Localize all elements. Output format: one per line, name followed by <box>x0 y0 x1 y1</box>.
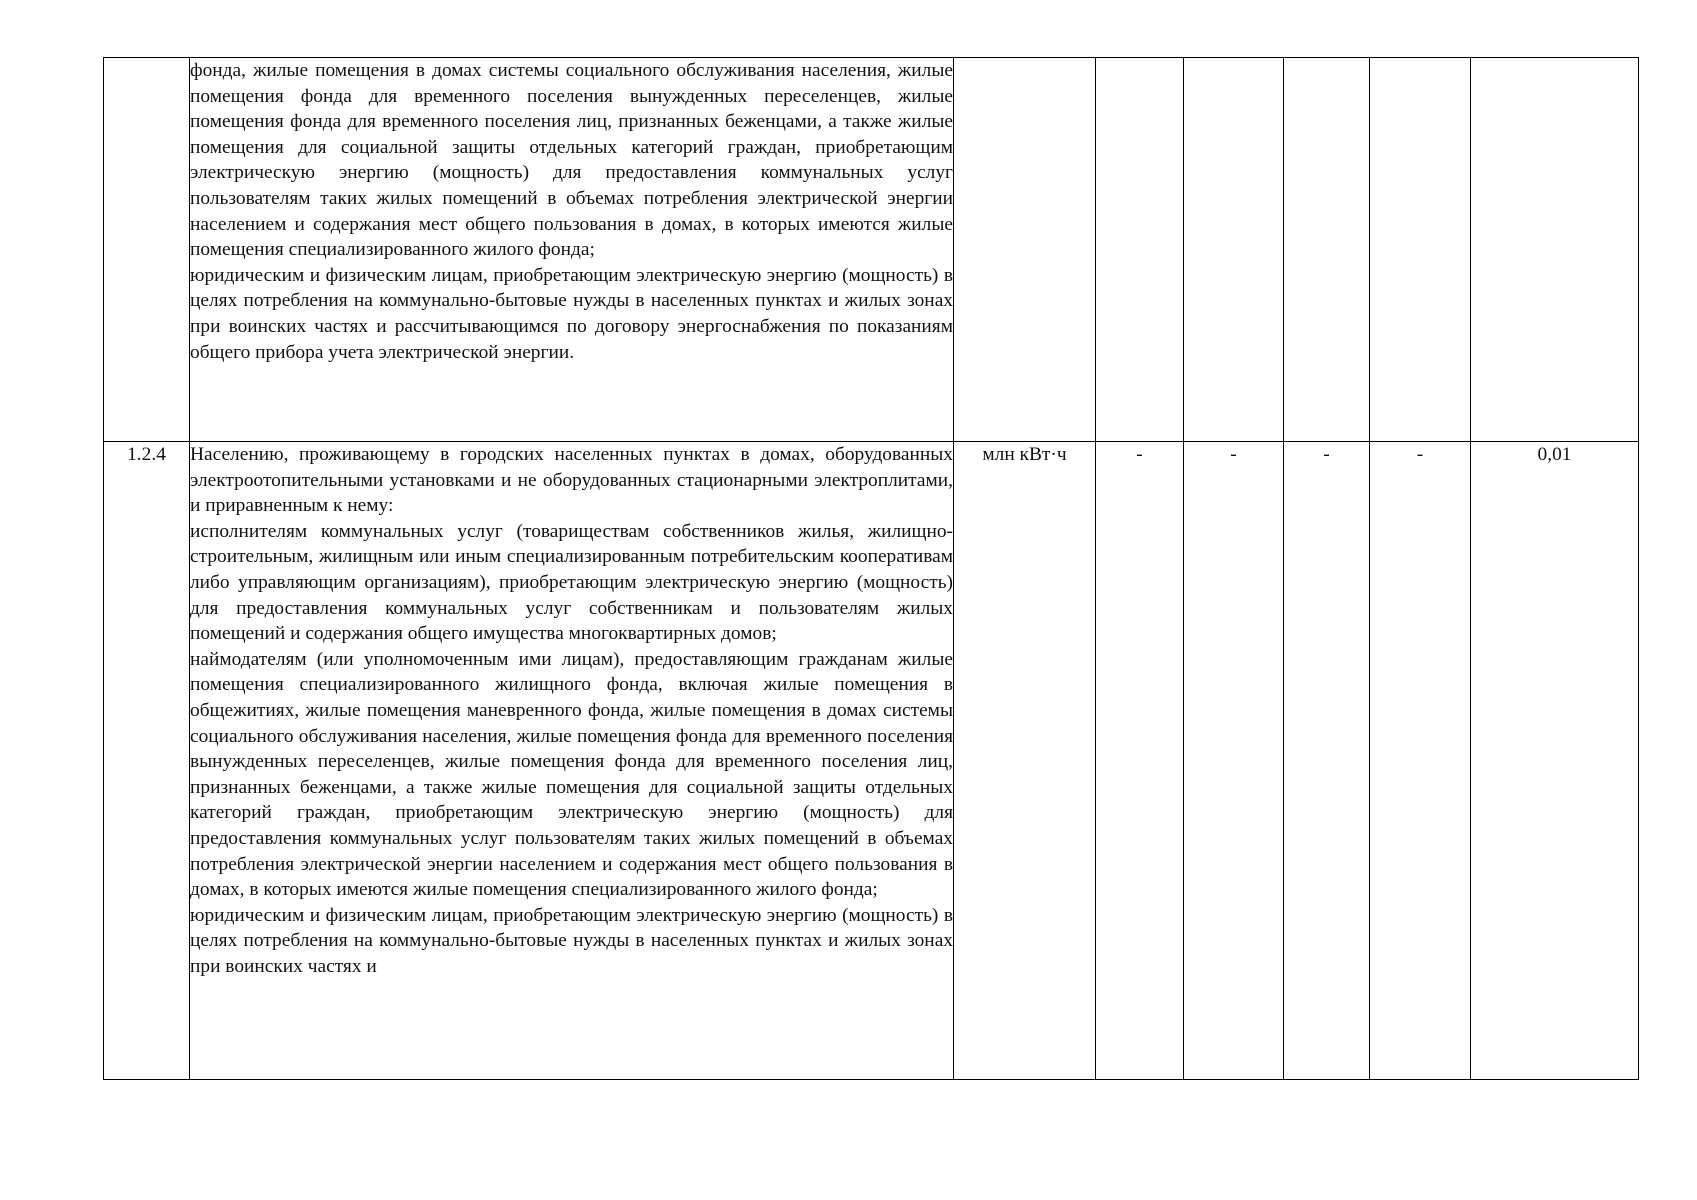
description-paragraph: Населению, проживающему в городских населенных пунктах в домах, оборудованных электроотопительными установками и не оборудованных стационарными электроплитами, и приравненным к нему: <box>190 444 953 517</box>
row-value-cell-4 <box>1370 58 1471 442</box>
row-value-cell-5: 0,01 <box>1471 442 1639 1080</box>
description-paragraph: юридическим и физическим лицам, приобретающим электрическую энергию (мощность) в целях потребления на коммунально-бытовые нужды в населенных пунктах и жилых зонах при воинских частях и рассчитывающимся по договору энергоснабжения по показаниям общего прибора учета электрической энергии. <box>190 264 953 363</box>
row-unit-cell <box>954 58 1096 442</box>
description-paragraph: юридическим и физическим лицам, приобретающим электрическую энергию (мощность) в целях потребления на коммунально-бытовые нужды в населенных пунктах и жилых зонах при воинских частях и <box>190 904 953 977</box>
row-description-cell <box>190 58 954 442</box>
table-row <box>104 442 1639 1080</box>
row-value-cell-2: - <box>1184 442 1284 1080</box>
description-paragraph: фонда, жилые помещения в домах системы социального обслуживания населения, жилые помещения фонда для временного поселения вынужденных переселенцев, жилые помещения фонда для временного поселения лиц, признанных беженцами, а также жилые помещения для социальной защиты отдельных категорий граждан, приобретающим электрическую энергию (мощность) для предоставления коммунальных услуг пользователям таких жилых помещений в объемах потребления электрической энергии населением и содержания мест общего пользования в домах, в которых имеются жилые помещения специализированного жилого фонда; <box>190 60 953 261</box>
row-unit-cell: млн кВт·ч <box>954 442 1096 1080</box>
description-paragraph: наймодателям (или уполномоченным ими лицам), предоставляющим гражданам жилые помещения специализированного жилищного фонда, включая жилые помещения в общежитиях, жилые помещения маневренного фонда, жилые помещения в домах системы социального обслуживания населения, жилые помещения фонда для временного поселения вынужденных переселенцев, жилые помещения фонда для временного поселения лиц, признанных беженцами, а также жилые помещения для социальной защиты отдельных категорий граждан, приобретающим электрическую энергию (мощность) для предоставления коммунальных услуг пользователям таких жилых помещений в объемах потребления электрической энергии населением и содержания мест общего пользования в домах, в которых имеются жилые помещения специализированного жилого фонда; <box>190 648 953 901</box>
description-paragraph: исполнителям коммунальных услуг (товариществам собственников жилья, жилищно-строительным, жилищным или иным специализированным потребительским кооперативам либо управляющим организациям), приобретающим электрическую энергию (мощность) для предоставления коммунальных услуг собственникам и пользователям жилых помещений и содержания общего имущества многоквартирных домов; <box>190 520 953 645</box>
row-description-cell <box>190 442 954 1080</box>
row-value-cell-4: - <box>1370 442 1471 1080</box>
row-value-cell-1: - <box>1096 442 1184 1080</box>
row-value-cell-5 <box>1471 58 1639 442</box>
table-row <box>104 58 1639 442</box>
row-value-cell-3: - <box>1284 442 1370 1080</box>
row-value-cell-1 <box>1096 58 1184 442</box>
description-text-block <box>190 442 953 1079</box>
row-value-cell-2 <box>1184 58 1284 442</box>
row-number-cell <box>104 58 190 442</box>
row-value-cell-3 <box>1284 58 1370 442</box>
tariff-table <box>103 57 1639 1080</box>
row-number-cell: 1.2.4 <box>104 442 190 1080</box>
description-text-block <box>190 58 953 439</box>
